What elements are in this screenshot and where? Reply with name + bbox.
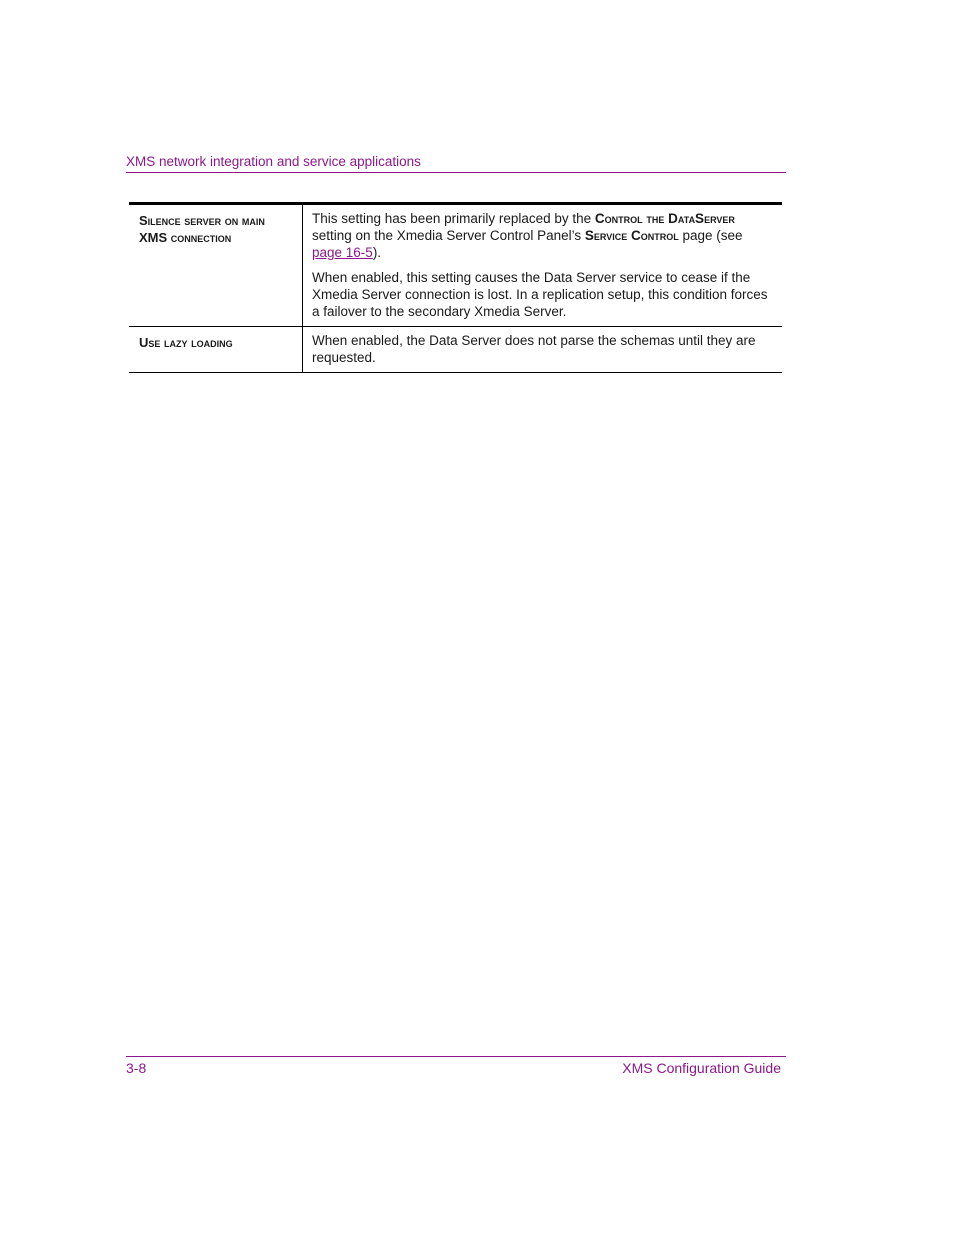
setting-description-cell: [303, 204, 783, 327]
desc-text: page (see: [678, 228, 743, 243]
setting-name: Silence server on main: [139, 213, 265, 228]
description-paragraph: [312, 210, 774, 261]
setting-name: Use lazy loading: [139, 335, 233, 350]
header-rule: [126, 172, 786, 173]
desc-text: setting on the Xmedia Server Control Panel’s: [312, 228, 585, 243]
control-name: Service Control: [584, 228, 679, 243]
setting-name-cont: XMS connection: [139, 230, 232, 245]
description-paragraph: When enabled, the Data Server does not parse the schemas until they are requested.: [312, 333, 756, 365]
guide-title: XMS Configuration Guide: [622, 1060, 781, 1076]
footer-rule: [126, 1056, 786, 1057]
page-number: 3-8: [126, 1060, 147, 1076]
control-name: Control the DataServer: [594, 211, 735, 226]
setting-name-cell: [129, 327, 303, 373]
running-header: XMS network integration and service applications: [126, 154, 421, 169]
desc-text: ).: [372, 245, 382, 260]
setting-description-cell: [303, 327, 783, 373]
page-link[interactable]: page 16-5: [312, 245, 373, 260]
table-row: [129, 327, 782, 373]
description-paragraph: When enabled, this setting causes the Data Server service to cease if the Xmedia Server connection is lost. In a replication setup, this condition forces a failover to the secondary Xmedia Server.: [312, 270, 768, 319]
settings-table: [129, 202, 782, 373]
setting-name-cell: [129, 204, 303, 327]
table-row: [129, 204, 782, 327]
desc-text: This setting has been primarily replaced by the: [312, 211, 595, 226]
